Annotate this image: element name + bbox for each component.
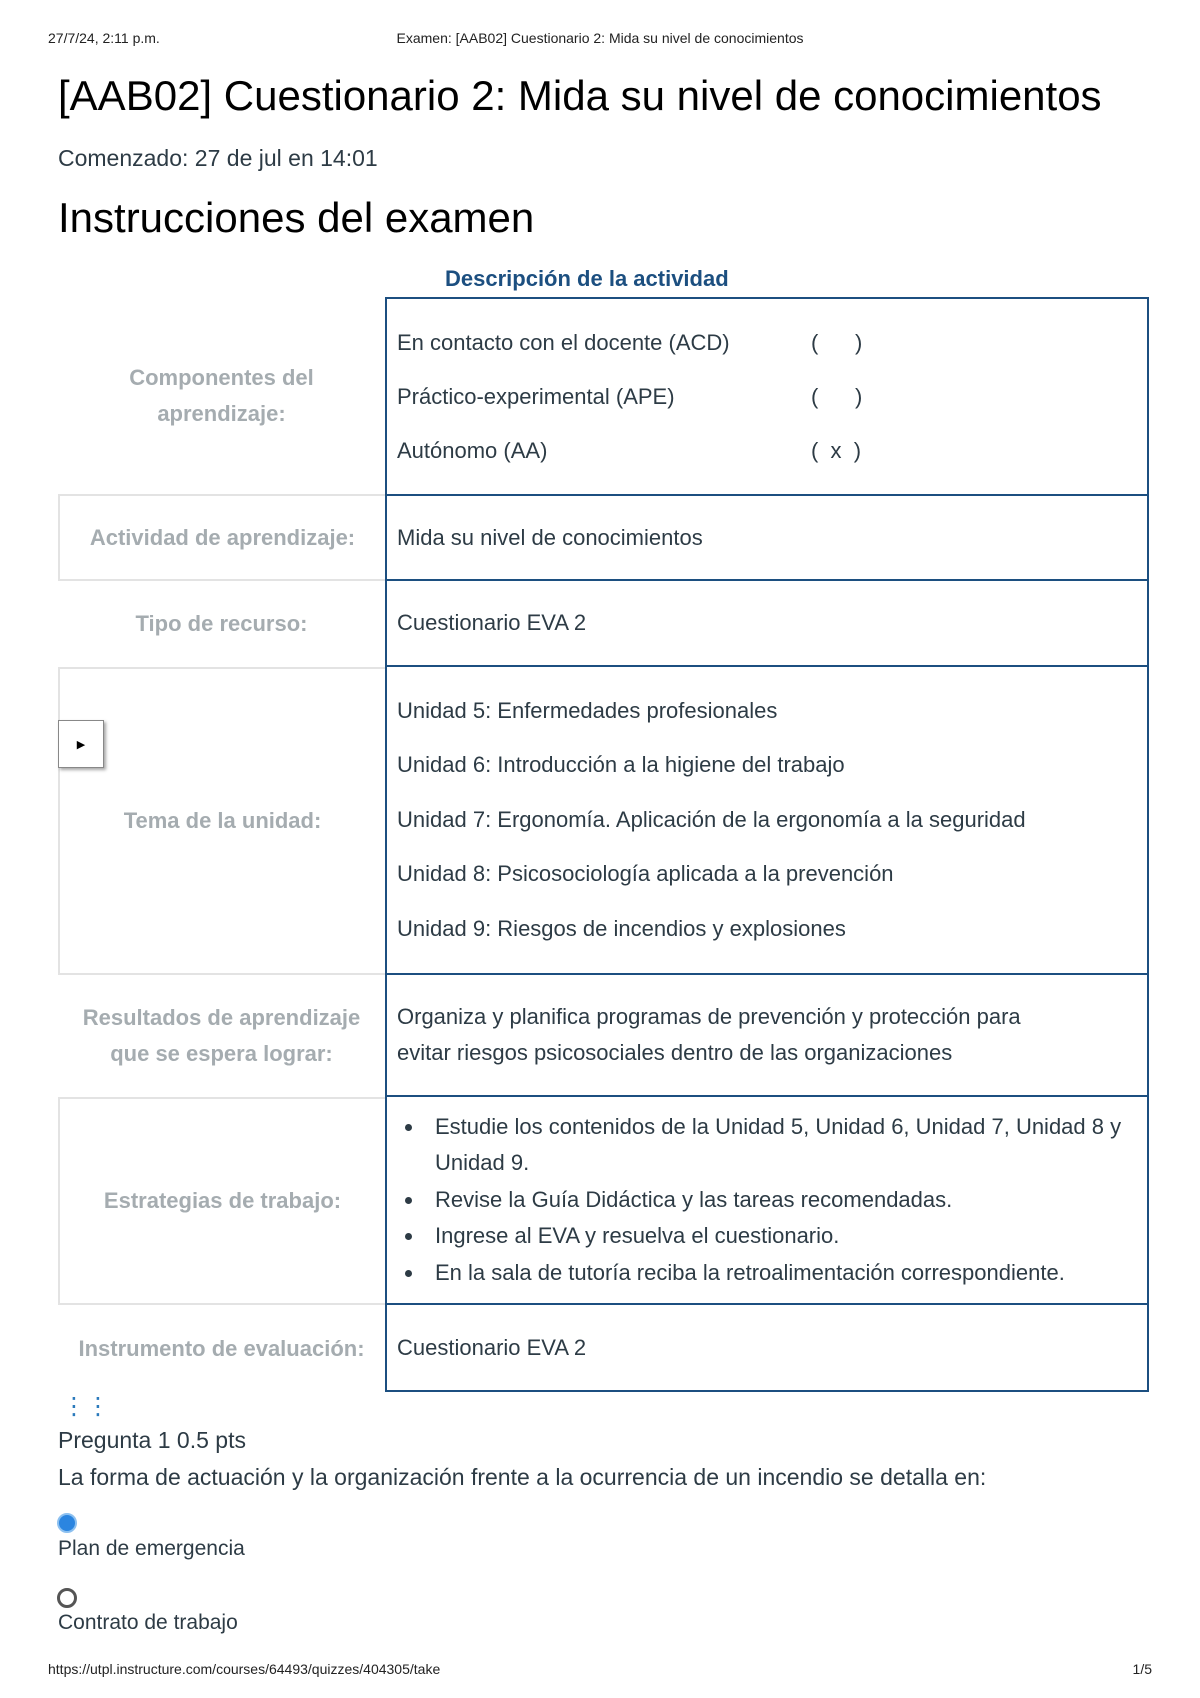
topic-value [385,667,1149,975]
answer-radio[interactable] [57,1588,77,1608]
results-label-line-2: que se espera lograr: [110,1041,333,1066]
page-number: 1/5 [1132,1661,1152,1677]
results-label-text [83,1000,361,1072]
print-doc-title: Examen: [AAB02] Cuestionario 2: Mida su nivel de conocimientos [396,30,804,46]
list-item: • Revise la Guía Didáctica y las tareas recomendadas. [425,1182,1137,1219]
components-value [385,297,1149,496]
list-item: • En la sala de tutoría reciba la retroalimentación correspondiente. [425,1255,1137,1292]
instructions-title: Instrucciones del examen [58,194,535,241]
play-icon: ▶ [76,738,86,751]
instrument-value [385,1305,1149,1392]
print-header [48,30,1152,50]
quiz-title: [AAB02] Cuestionario 2: Mida su nivel de conocimientos [58,72,1102,119]
topic-label: Tema de la unidad: [58,667,385,975]
quiz-started-at: Comenzado: 27 de jul en 14:01 [58,145,378,171]
activity-label: Actividad de aprendizaje: [58,494,385,581]
results-value-line-1: Organiza y planifica programas de prevención y protección para [397,1004,1021,1029]
component-mark: ( ) [811,383,863,409]
component-name: En contacto con el docente (ACD) [397,329,730,355]
expand-button[interactable] [58,720,104,768]
answer-label[interactable]: Contrato de trabajo [58,1611,238,1634]
list-item: • Estudie los contenidos de la Unidad 5, Unidad 6, Unidad 7, Unidad 8 y Unidad 9. [425,1109,1137,1182]
list-item: • Ingrese al EVA y resuelva el cuestionario. [425,1218,1137,1255]
results-value [385,975,1149,1097]
print-datetime: 27/7/24, 2:11 p.m. [48,30,160,46]
unit-5: Unidad 5: Enfermedades profesionales [397,697,778,723]
strategies-list [397,1109,1137,1292]
resource-value-text: Cuestionario EVA 2 [397,610,587,635]
component-name: Práctico-experimental (APE) [397,383,675,409]
unit-7: Unidad 7: Ergonomía. Aplicación de la ergonomía a la seguridad [397,806,1026,832]
components-label [58,297,385,494]
results-label [58,975,385,1097]
answer-label[interactable]: Plan de emergencia [58,1537,245,1560]
instrument-label: Instrumento de evaluación: [78,1335,365,1361]
drag-handle-icon[interactable]: ⋮⋮ [62,1393,110,1420]
component-name: Autónomo (AA) [397,437,548,463]
strategies-label: Estrategias de trabajo: [58,1097,385,1305]
activity-value [385,496,1149,581]
unit-9: Unidad 9: Riesgos de incendios y explosiones [397,915,846,941]
component-mark: ( x ) [811,437,862,463]
unit-8: Unidad 8: Psicosociología aplicada a la prevención [397,861,894,887]
strategies-value [385,1097,1149,1305]
resource-value [385,581,1149,667]
results-value-line-2: evitar riesgos psicosociales dentro de las organizaciones [397,1040,953,1065]
question-header: Pregunta 1 0.5 pts [58,1427,246,1453]
component-ape [397,370,1137,424]
results-label-line-1: Resultados de aprendizaje [82,1005,361,1030]
print-url: https://utpl.instructure.com/courses/64493/quizzes/404305/take [48,1661,441,1677]
component-acd [397,316,1137,370]
components-label-text: Componentes del aprendizaje: [129,364,314,426]
component-mark: ( ) [811,329,863,355]
component-aa [397,424,1137,478]
unit-6: Unidad 6: Introducción a la higiene del trabajo [397,752,845,778]
activity-description-title: Descripción de la actividad [445,266,729,291]
print-footer [48,1661,1152,1681]
resource-label: Tipo de recurso: [135,611,308,636]
activity-value-text: Mida su nivel de conocimientos [397,524,703,550]
instrument-value-text: Cuestionario EVA 2 [397,1334,587,1360]
answer-radio-selected[interactable] [57,1513,77,1533]
question-text: La forma de actuación y la organización frente a la ocurrencia de un incendio se detalla en: [58,1464,987,1490]
